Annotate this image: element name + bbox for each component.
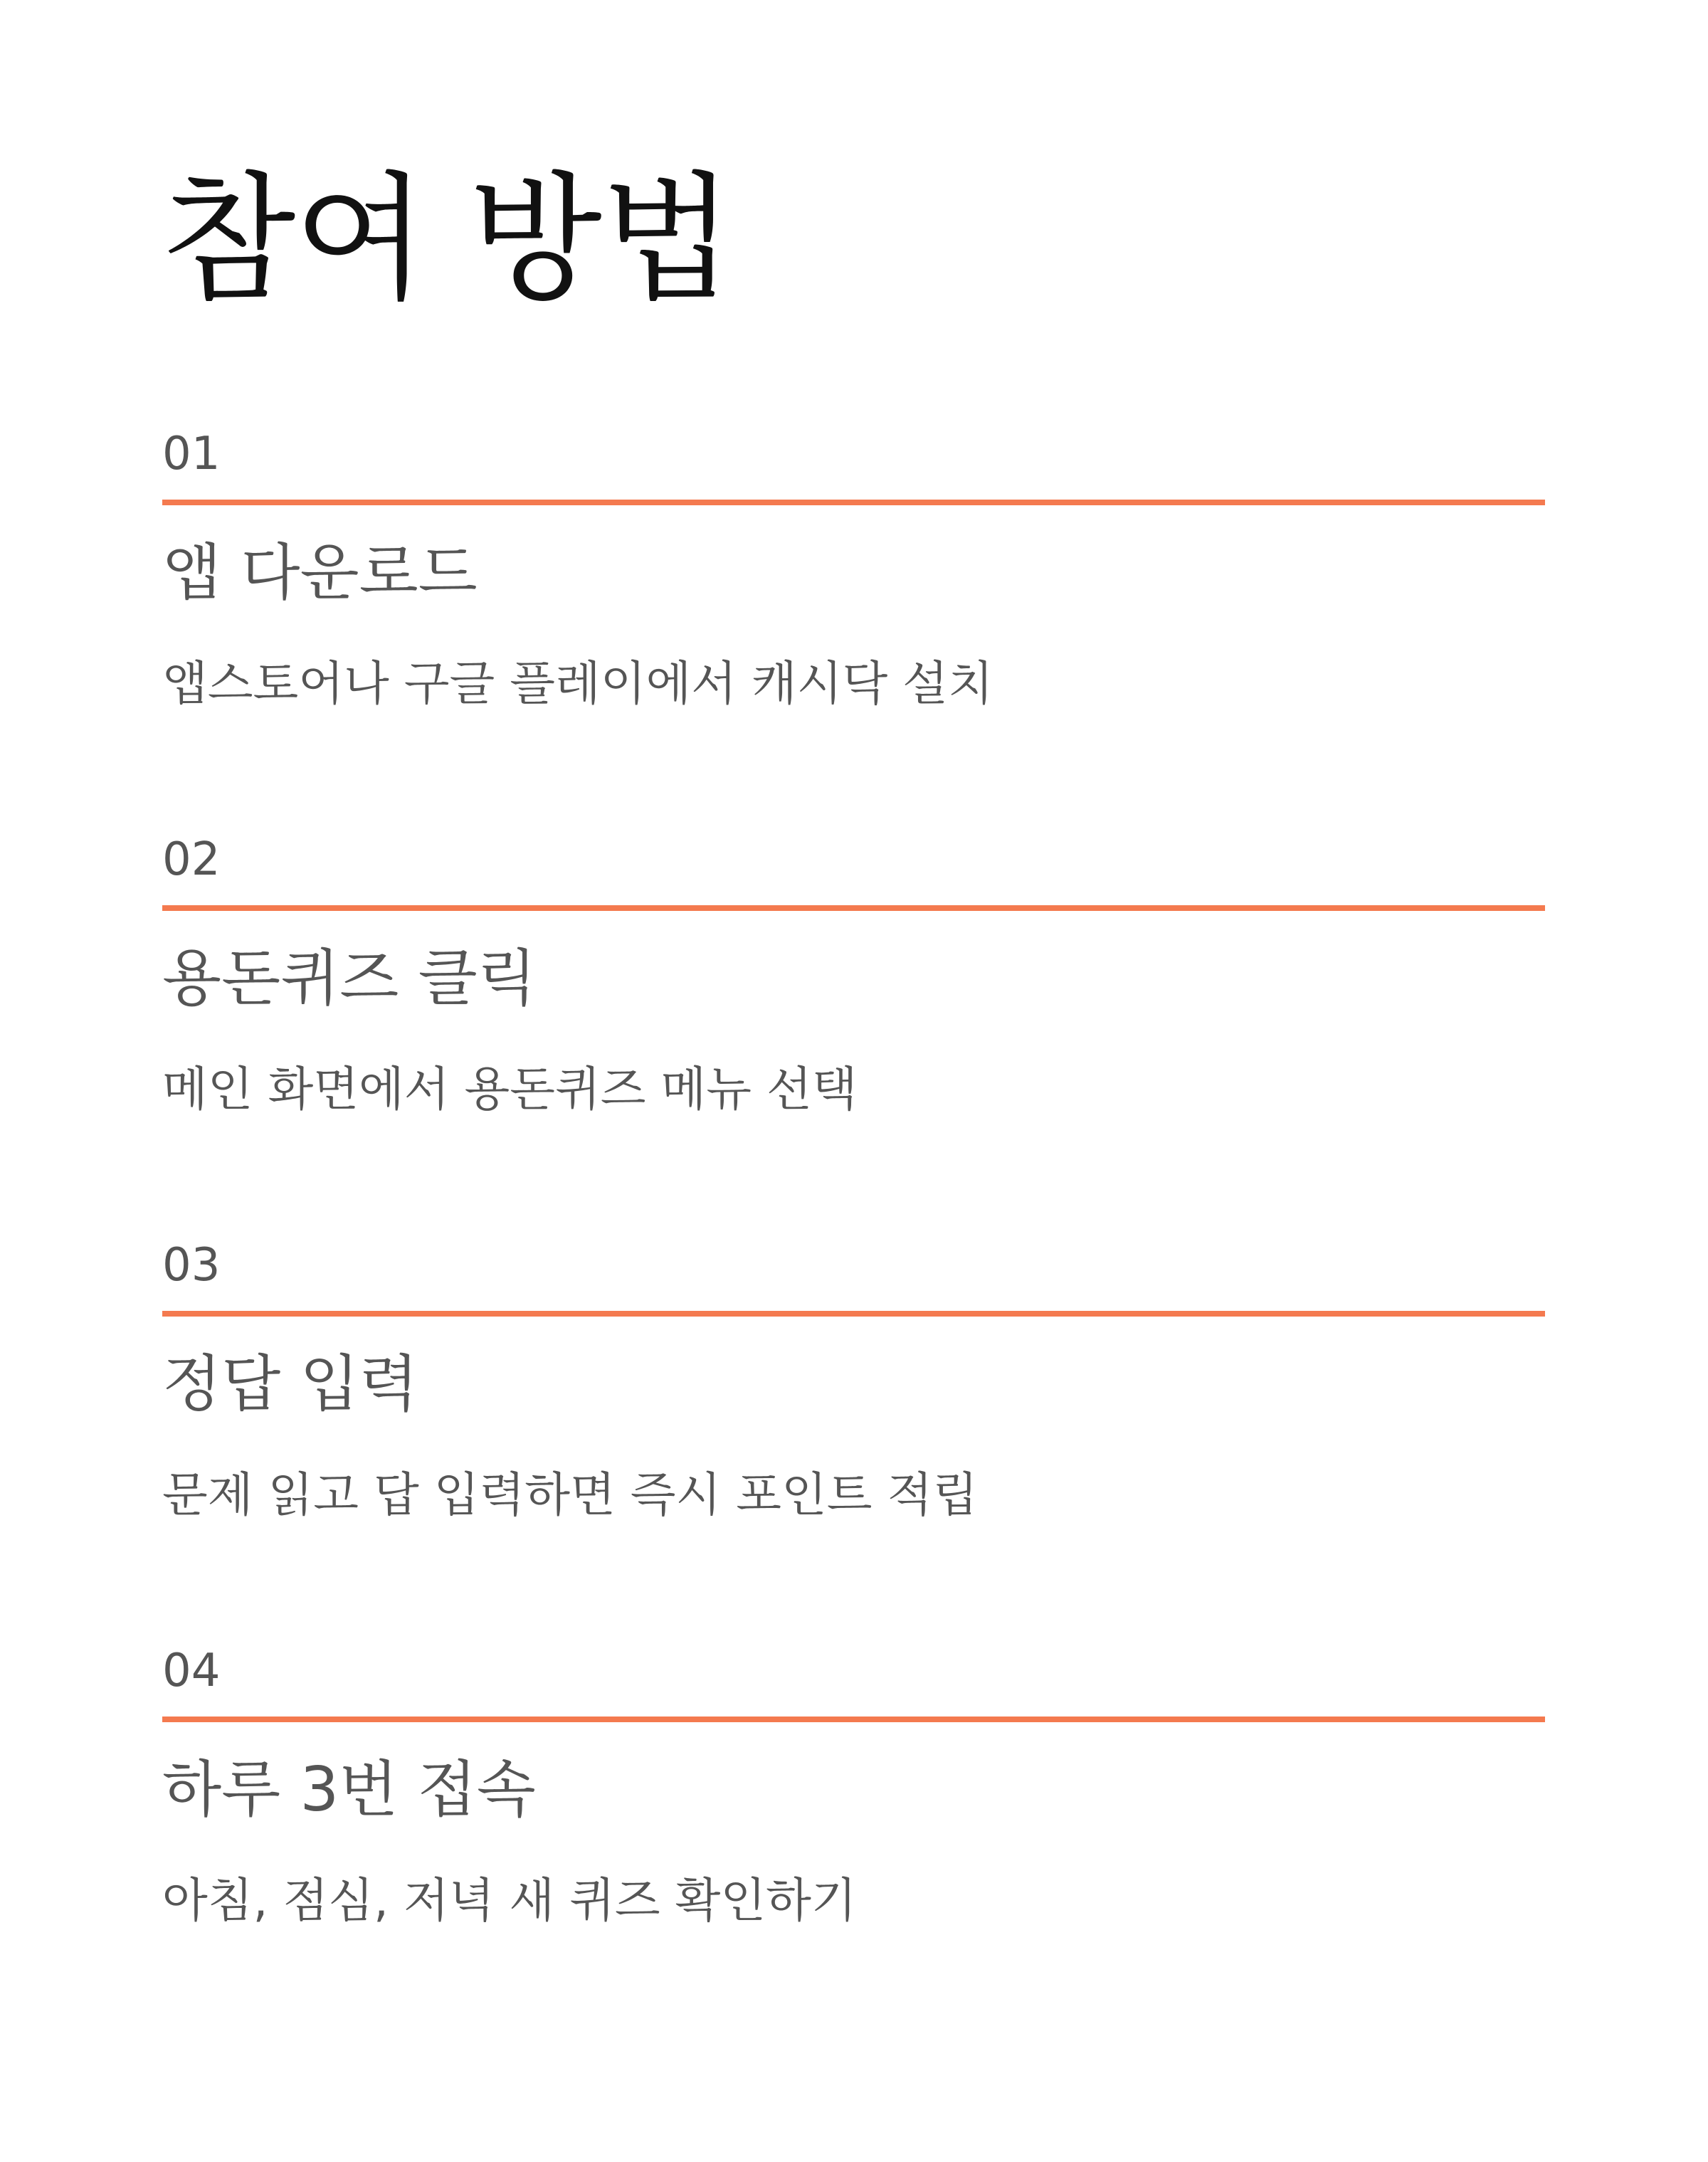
step-number: 04 <box>162 1645 221 1697</box>
step-divider <box>162 1717 1545 1722</box>
step-divider <box>162 500 1545 505</box>
step-number: 03 <box>162 1239 221 1292</box>
step-1 <box>162 426 1588 767</box>
step-number: 01 <box>162 428 221 480</box>
step-title: 정답 입력 <box>162 1349 418 1420</box>
step-title: 하루 3번 접속 <box>162 1754 536 1825</box>
step-number: 02 <box>162 833 221 886</box>
step-title: 용돈퀴즈 클릭 <box>162 943 537 1014</box>
step-description: 앱스토어나 구글 플레이에서 캐시닥 설치 <box>162 656 993 711</box>
step-divider <box>162 1311 1545 1317</box>
step-description: 메인 화면에서 용돈퀴즈 메뉴 선택 <box>162 1062 858 1117</box>
step-title: 앱 다운로드 <box>162 537 478 608</box>
step-4 <box>162 1642 1588 1984</box>
step-2 <box>162 831 1588 1173</box>
step-description: 아침, 점심, 저녁 새 퀴즈 확인하기 <box>162 1873 857 1928</box>
page-title: 참여 방법 <box>162 159 733 320</box>
step-divider <box>162 905 1545 911</box>
step-3 <box>162 1237 1588 1578</box>
step-description: 문제 읽고 답 입력하면 즉시 포인트 적립 <box>162 1467 978 1522</box>
